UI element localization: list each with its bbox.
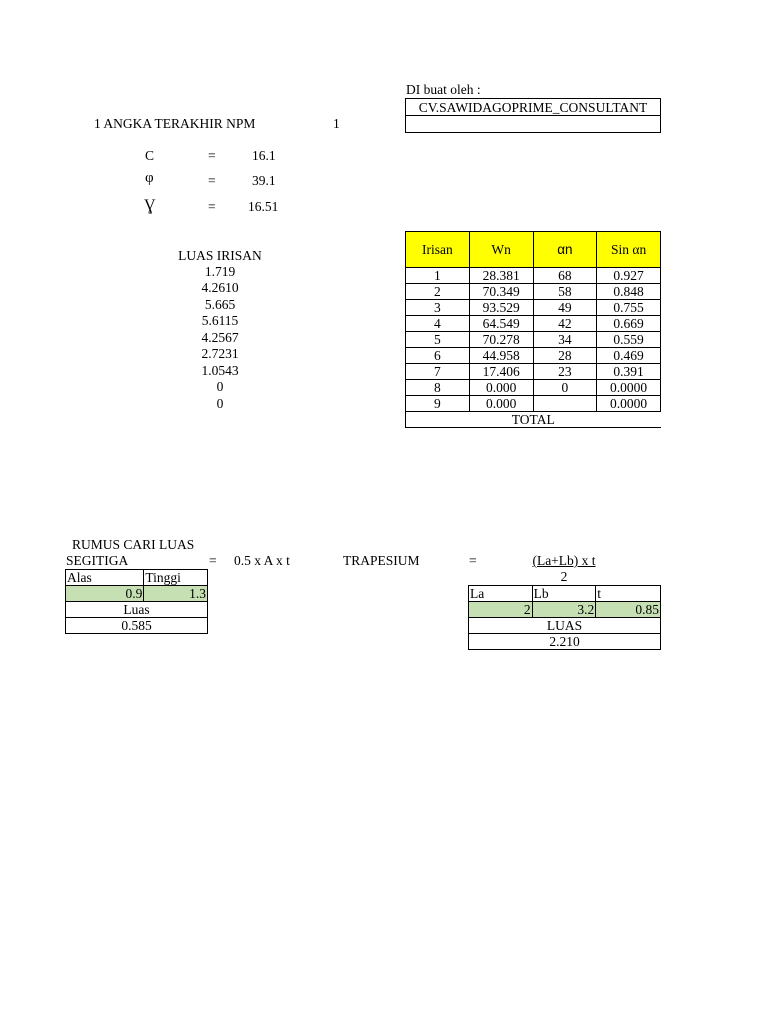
cell-sin: 0.469	[597, 348, 661, 364]
cell-wn: 93.529	[469, 300, 533, 316]
made-by-label: DI buat oleh :	[406, 82, 481, 97]
cell-alpha: 34	[533, 332, 597, 348]
table-row	[406, 364, 661, 380]
param-phi-equals: =	[208, 173, 216, 188]
t-header: t	[596, 586, 661, 602]
header-wn: Wn	[469, 232, 533, 268]
luas-irisan-title: LUAS IRISAN	[178, 248, 262, 263]
cell-sin: 0.391	[597, 364, 661, 380]
segitiga-luas-label: Luas	[66, 602, 208, 618]
cell-irisan: 5	[406, 332, 470, 348]
cell-irisan: 2	[406, 284, 470, 300]
luas-irisan-value: 5.665	[204, 297, 236, 312]
table-row	[406, 284, 661, 300]
table-row	[406, 332, 661, 348]
param-phi-symbol: φ	[145, 170, 154, 186]
segitiga-luas-value: 0.585	[66, 618, 208, 634]
formula-title: RUMUS CARI LUAS	[72, 537, 195, 552]
cell-sin: 0.559	[597, 332, 661, 348]
param-gamma-value: 16.51	[248, 199, 279, 214]
cell-irisan: 7	[406, 364, 470, 380]
luas-irisan-value: 1.719	[204, 264, 236, 279]
luas-irisan-value: 1.0543	[201, 363, 239, 378]
npm-label: 1 ANGKA TERAKHIR NPM	[94, 116, 256, 131]
alas-header: Alas	[66, 570, 144, 586]
tinggi-header: Tinggi	[144, 570, 208, 586]
trapesium-equals: =	[469, 553, 477, 568]
cell-sin: 0.848	[597, 284, 661, 300]
table-row	[406, 316, 661, 332]
header-irisan: Irisan	[406, 232, 470, 268]
cell-alpha: 49	[533, 300, 597, 316]
lb-input[interactable]: 3.2	[532, 602, 596, 618]
table-row	[406, 348, 661, 364]
cell-irisan: 1	[406, 268, 470, 284]
lb-header: Lb	[532, 586, 596, 602]
cell-wn: 70.278	[469, 332, 533, 348]
cell-wn: 70.349	[469, 284, 533, 300]
param-c-value: 16.1	[252, 148, 276, 163]
param-c-equals: =	[208, 148, 216, 163]
trapesium-table	[468, 585, 661, 650]
cell-alpha	[533, 396, 597, 412]
table-header-row	[406, 232, 661, 268]
cell-alpha: 68	[533, 268, 597, 284]
trapesium-luas-value: 2.210	[469, 634, 661, 650]
luas-irisan-value: 5.6115	[201, 313, 239, 328]
cell-irisan: 8	[406, 380, 470, 396]
param-c-symbol: C	[145, 148, 155, 163]
header-alpha-n: αn	[533, 232, 597, 268]
segitiga-table	[65, 569, 208, 634]
cell-alpha: 0	[533, 380, 597, 396]
firm-name: CV.SAWIDAGOPRIME_CONSULTANT	[406, 99, 661, 116]
luas-irisan-value: 4.2610	[201, 280, 239, 295]
la-input[interactable]: 2	[469, 602, 533, 618]
trapesium-luas-label: LUAS	[469, 618, 661, 634]
cell-irisan: 3	[406, 300, 470, 316]
firm-blank-cell	[406, 116, 661, 133]
cell-alpha: 28	[533, 348, 597, 364]
table-row	[406, 396, 661, 412]
cell-irisan: 6	[406, 348, 470, 364]
table-row	[406, 268, 661, 284]
firm-box	[405, 98, 661, 133]
segitiga-formula: 0.5 x A x t	[234, 553, 290, 568]
cell-irisan: 9	[406, 396, 470, 412]
luas-irisan-value: 0	[216, 379, 224, 394]
cell-wn: 0.000	[469, 396, 533, 412]
cell-alpha: 42	[533, 316, 597, 332]
header-sin-alpha-n: Sin αn	[597, 232, 661, 268]
tinggi-input[interactable]: 1.3	[144, 586, 208, 602]
cell-irisan: 4	[406, 316, 470, 332]
segitiga-label: SEGITIGA	[66, 553, 129, 568]
param-gamma-symbol: Ɣ	[144, 197, 156, 214]
cell-wn: 17.406	[469, 364, 533, 380]
alas-input[interactable]: 0.9	[66, 586, 144, 602]
trapesium-label: TRAPESIUM	[343, 553, 420, 568]
table-row	[406, 380, 661, 396]
t-input[interactable]: 0.85	[596, 602, 661, 618]
cell-wn: 0.000	[469, 380, 533, 396]
table-total-row	[406, 412, 661, 428]
cell-sin: 0.669	[597, 316, 661, 332]
luas-irisan-value: 4.2567	[201, 330, 239, 345]
la-header: La	[469, 586, 533, 602]
trapesium-numerator: (La+Lb) x t	[532, 553, 596, 568]
table-row	[406, 300, 661, 316]
cell-wn: 44.958	[469, 348, 533, 364]
trapesium-denominator: 2	[560, 569, 568, 584]
irisan-table	[405, 231, 661, 428]
cell-alpha: 23	[533, 364, 597, 380]
cell-sin: 0.927	[597, 268, 661, 284]
param-phi-value: 39.1	[252, 173, 276, 188]
param-gamma-equals: =	[208, 199, 216, 214]
cell-sin: 0.755	[597, 300, 661, 316]
cell-wn: 28.381	[469, 268, 533, 284]
cell-wn: 64.549	[469, 316, 533, 332]
npm-value: 1	[333, 116, 340, 131]
luas-irisan-value: 0	[216, 396, 224, 411]
segitiga-equals: =	[209, 553, 217, 568]
cell-alpha: 58	[533, 284, 597, 300]
luas-irisan-value: 2.7231	[201, 346, 239, 361]
cell-sin: 0.0000	[597, 380, 661, 396]
cell-sin: 0.0000	[597, 396, 661, 412]
total-label: TOTAL	[406, 412, 661, 428]
